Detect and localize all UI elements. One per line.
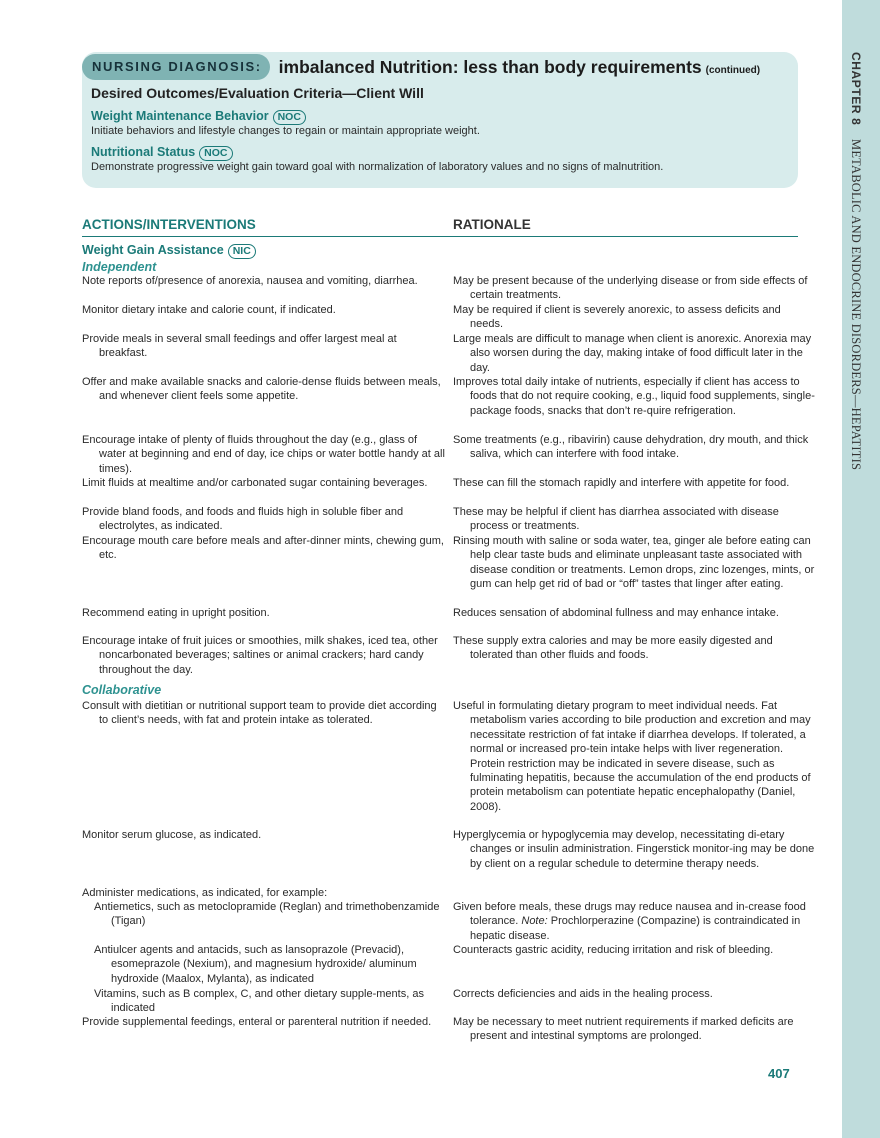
action-item: Recommend eating in upright position.: [82, 607, 270, 619]
rationale-item: Improves total daily intake of nutrients, especially if client has access to foods that do not require cooking, e.g., liquid food supplements, single-package foods, snacks that don’t re-quire refrigeration.: [453, 376, 815, 417]
rationale-item: May be required if client is severely anorexic, to assess deficits and needs.: [453, 304, 781, 331]
rationale-note: Note:: [521, 915, 548, 928]
action-item: Encourage intake of fruit juices or smoothies, milk shakes, iced tea, other noncarbonated beverages; saltines or animal crackers; hard candy throughout the day.: [82, 635, 438, 676]
rationale-item: Counteracts gastric acidity, reducing irritation and risk of bleeding.: [453, 944, 774, 956]
nursing-diagnosis-heading: [82, 54, 760, 80]
outcomes-title: Desired Outcomes/Evaluation Criteria—Client Will: [91, 85, 424, 101]
action-item: Provide meals in several small feedings and offer largest meal at breakfast.: [82, 333, 397, 360]
page-number: 407: [768, 1066, 790, 1081]
rationale-item: These supply extra calories and may be more easily digested and tolerated than other fluids and foods.: [453, 635, 773, 662]
outcome-label: [91, 145, 233, 161]
rationale-item: These can fill the stomach rapidly and interfere with appetite for food.: [453, 477, 790, 489]
action-item: Note reports of/presence of anorexia, nausea and vomiting, diarrhea.: [82, 275, 418, 287]
action-item: Encourage intake of plenty of fluids throughout the day (e.g., glass of water at beginning and end of day, ice chips or water bottle handy at all times).: [82, 434, 445, 475]
chapter-number: CHAPTER 8: [849, 52, 863, 126]
section-title-text: Weight Gain Assistance: [82, 243, 224, 257]
rationale-item: Reduces sensation of abdominal fullness and may enhance intake.: [453, 607, 779, 619]
rationale-text: Prochlorperazine (Compazine) is contraindicated in hepatic disease.: [470, 915, 801, 942]
action-item: Administer medications, as indicated, for example:: [82, 887, 328, 899]
action-item: Provide bland foods, and foods and fluids high in soluble fiber and electrolytes, as indicated.: [82, 506, 404, 533]
continued-label: (continued): [705, 64, 761, 76]
rationale-item: Useful in formulating dietary program to meet individual needs. Fat metabolism varies according to bile production and excretion and may necessitate restriction of fat intake if diarrhea develops. If tolerated, a normal or increased pro-tein intake helps with liver regeneration. Protein restriction may be indicated in severe disease, such as fulminating hepatitis, because the accumulation of the end products of protein metabolism can potentiate hepatic encephalopathy (Daniel, 2008).: [453, 700, 811, 813]
rationale-item: These may be helpful if client has diarrhea associated with disease process or treatments.: [453, 506, 779, 533]
action-item: Monitor serum glucose, as indicated.: [82, 829, 262, 841]
independent-label: Independent: [82, 260, 157, 274]
rationale-item: [453, 900, 816, 943]
rationale-item: Rinsing mouth with saline or soda water, tea, ginger ale before eating can help clear taste buds and eliminate unpleasant taste associated with disease condition or treatments. Lemon drops, zinc lozenges, mints, or gum can help get rid of bad or “off” tastes that linger after eating.: [453, 535, 815, 591]
outcome-text: Initiate behaviors and lifestyle changes to regain or maintain appropriate weight.: [91, 125, 480, 137]
action-subitem: Antiulcer agents and antacids, such as lansoprazole (Prevacid), esomeprazole (Nexium), and magnesium hydroxide/ aluminum hydroxide (Maalox, Mylanta), as indicated: [94, 944, 417, 985]
noc-badge: NOC: [199, 146, 232, 161]
rationale-item: Corrects deficiencies and aids in the healing process.: [453, 988, 713, 1000]
rationale-item: Hyperglycemia or hypoglycemia may develop, necessitating di-etary changes or insulin administration. Fingerstick monitor-ing may be done by client on a regular schedule to determine therapy needs.: [453, 829, 815, 870]
chapter-side-label: [848, 52, 863, 470]
action-subitem: Antiemetics, such as metoclopramide (Reglan) and trimethobenzamide (Tigan): [94, 901, 440, 928]
rationale-item: May be present because of the underlying disease or from side effects of certain treatments.: [453, 275, 808, 302]
nic-badge: NIC: [228, 244, 256, 259]
action-subitem: Vitamins, such as B complex, C, and other dietary supple-ments, as indicated: [94, 988, 424, 1015]
outcome-text: Demonstrate progressive weight gain toward goal with normalization of laboratory values and no signs of malnutrition.: [91, 161, 664, 173]
action-item: Monitor dietary intake and calorie count, if indicated.: [82, 304, 336, 316]
action-item: Provide supplemental feedings, enteral or parenteral nutrition if needed.: [82, 1016, 432, 1028]
collaborative-label: Collaborative: [82, 683, 162, 697]
section-title: [82, 243, 256, 259]
nursing-diagnosis-label: NURSING DIAGNOSIS:: [82, 54, 270, 80]
outcome-label: [91, 109, 306, 125]
rationale-item: Large meals are difficult to manage when client is anorexic. Anorexia may also worsen during the day, making intake of food difficult later in the day.: [453, 333, 812, 374]
actions-column-header: ACTIONS/INTERVENTIONS: [82, 217, 256, 232]
chapter-title: METABOLIC AND ENDOCRINE DISORDERS—HEPATITIS: [849, 139, 863, 471]
nursing-diagnosis-box: [82, 52, 798, 188]
action-item: Encourage mouth care before meals and after-dinner mints, chewing gum, etc.: [82, 535, 444, 562]
rationale-item: Some treatments (e.g., ribavirin) cause dehydration, dry mouth, and thick saliva, which can interfere with food intake.: [453, 434, 809, 461]
action-item: Consult with dietitian or nutritional support team to provide diet according to client’s needs, with fat and protein intake as tolerated.: [82, 700, 437, 727]
noc-badge: NOC: [273, 110, 306, 125]
nd-title-text: imbalanced Nutrition: less than body requirements: [278, 56, 702, 77]
rationale-column-header: RATIONALE: [453, 217, 531, 232]
column-divider: [82, 236, 798, 237]
outcome-label-text: Nutritional Status: [91, 145, 196, 159]
rationale-text: Given before meals, these drugs may reduce nausea and in-crease food tolerance.: [453, 901, 806, 928]
action-item: Offer and make available snacks and calorie-dense fluids between meals, and whenever client feels some appetite.: [82, 376, 441, 403]
nursing-diagnosis-title: [279, 57, 760, 78]
outcome-label-text: Weight Maintenance Behavior: [91, 109, 269, 123]
action-item: Limit fluids at mealtime and/or carbonated sugar containing beverages.: [82, 477, 428, 489]
rationale-item: May be necessary to meet nutrient requirements if marked deficits are present and intestinal symptoms are prolonged.: [453, 1016, 794, 1043]
